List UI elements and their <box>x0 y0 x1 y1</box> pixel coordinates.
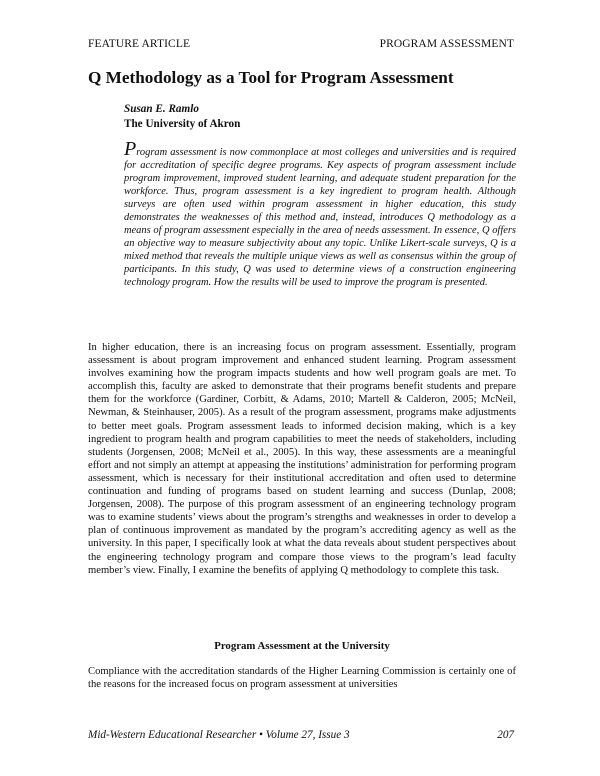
author-affiliation: The University of Akron <box>124 118 241 130</box>
footer-journal-citation: Mid-Western Educational Researcher • Volume 27, Issue 3 <box>88 729 350 741</box>
section-heading: Program Assessment at the University <box>214 640 390 652</box>
abstract-text: rogram assessment is now commonplace at most colleges and universities and is required for accreditation of specific degree programs. Key aspects of program assessment include program improvement, improved student learning, and adequate student preparation for the workforce. Thus, program assessment is a key ingredient to program health. Although surveys are often used within program assessment in higher education, this study demonstrates the weaknesses of this method and, instead, introduces Q methodology as a means of program assessment especially in the area of needs assessment. In essence, Q offers an objective way to measure subjectivity about any topic. Unlike Likert-scale surveys, Q is a mixed method that reveals the multiple unique views as well as consensus within the group of participants. In this study, Q was used to determine views of a construction engineering technology program. How the results will be used to improve the program is presented. <box>124 147 516 288</box>
header-section-label: FEATURE ARTICLE <box>88 38 191 50</box>
abstract-drop-cap: P <box>124 138 137 160</box>
header-topic-label: PROGRAM ASSESSMENT <box>379 38 514 50</box>
article-title: Q Methodology as a Tool for Program Assessment <box>88 68 454 87</box>
footer-page-number: 207 <box>497 729 514 741</box>
body-paragraph-section: Compliance with the accreditation standards of the Higher Learning Commission is certainly one of the reasons for the increased focus on program assessment at universities <box>88 666 516 691</box>
abstract <box>124 138 516 289</box>
body-paragraph-intro: In higher education, there is an increasing focus on program assessment. Essentially, program assessment is about program improvement and enhanced student learning. Program assessment involves examining how the program impacts students and how well program goals are met. To accomplish this, faculty are asked to demonstrate that their programs benefit students and prepare them for the workforce (Gardiner, Corbitt, & Adams, 2010; Martell & Calderon, 2005; McNeil, Newman, & Steinhauser, 2005). As a result of the program assessment, programs make adjustments to better meet goals. Program assessment leads to informed decision making, which is a key ingredient to program health and program capabilities to meet the needs of stakeholders, including students (Jorgensen, 2008; McNeil et al., 2005). In this way, these assessments are a meaningful effort and not simply an attempt at appeasing the institutions’ administration for performing program assessment, which is necessary for their institutional accreditation and often used to determine continuation and funding of programs based on student learning and success (Dunlap, 2008; Jorgensen, 2008). The purpose of this program assessment of an engineering technology program was to examine students’ views about the program’s strengths and weaknesses in order to develop a plan of continuous improvement as mandated by the program’s accrediting agency as well as the university. In this paper, I specifically look at what the data reveals about student perspectives about the engineering technology program and compare those views to the program’s lead faculty member’s view. Finally, I examine the benefits of applying Q methodology to complete this task. <box>88 342 516 576</box>
author-name: Susan E. Ramlo <box>124 103 199 115</box>
